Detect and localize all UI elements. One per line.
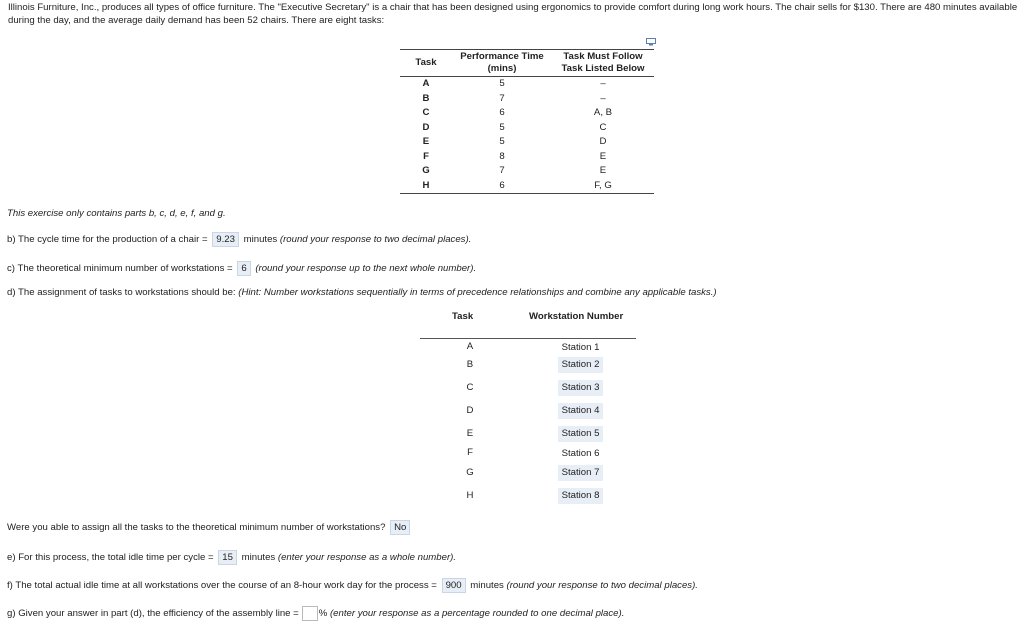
problem-intro: Illinois Furniture, Inc., produces all types of office furniture. The "Executive Secretary" is a chair that has been designed using ergonomics to provide comfort during long work hours. The chair sells for $130. There are 480 minutes available during the day, and the average daily demand has been 52 chairs. There are eight tasks: (8, 2, 1018, 26)
header-task: Task (415, 57, 437, 68)
assign-task-cell: F (467, 447, 473, 458)
assign-task-cell: B (466, 359, 474, 370)
table-row (400, 135, 654, 150)
min-workstations-question (7, 520, 412, 535)
task-table (400, 49, 654, 194)
part-d (7, 286, 717, 300)
min-question-prompt: Were you able to assign all the tasks to the theoretical minimum number of workstations? (7, 522, 386, 533)
part-e (7, 550, 456, 565)
part-f-hint: (round your response to two decimal places). (506, 580, 698, 591)
pred-cell: C (599, 121, 607, 133)
part-b-prompt: b) The cycle time for the production of a chair = (7, 234, 208, 245)
part-e-unit: minutes (241, 552, 276, 563)
time-cell: 6 (499, 107, 505, 119)
exercise-note: This exercise only contains parts b, c, d, e, f, and g. (7, 208, 226, 219)
part-g-unit: % (318, 608, 328, 620)
part-g (7, 606, 624, 621)
part-b-unit: minutes (243, 234, 278, 245)
part-g-hint: (enter your response as a percentage rounded to one decimal place). (329, 608, 625, 620)
part-f (7, 578, 698, 593)
task-cell: G (422, 165, 430, 177)
header-performance-time: Performance Time (mins) (460, 51, 544, 74)
pred-cell: E (599, 165, 607, 177)
pred-cell: F, G (594, 179, 612, 191)
table-row (400, 121, 654, 136)
part-b-hint: (round your response to two decimal places). (279, 234, 472, 245)
part-e-hint: (enter your response as a whole number). (277, 552, 457, 563)
task-cell: E (422, 136, 430, 148)
part-c-prompt: c) The theoretical minimum number of workstations = (7, 263, 233, 274)
pred-cell: – (600, 92, 606, 104)
assign-task-cell: A (466, 341, 474, 352)
assign-task-cell: E (466, 428, 474, 439)
assign-task-cell: C (466, 382, 474, 393)
part-e-answer[interactable]: 15 (218, 550, 237, 565)
part-c-answer[interactable]: 6 (237, 261, 250, 276)
assign-station-answer[interactable]: Station 3 (558, 380, 603, 396)
efficiency-input[interactable] (302, 606, 318, 621)
part-g-prompt: g) Given your answer in part (d), the efficiency of the assembly line = (7, 608, 299, 620)
table-row (400, 77, 654, 92)
expand-table-icon[interactable] (646, 38, 656, 46)
header-predecessor: Task Must Follow Task Listed Below (561, 51, 645, 74)
task-cell: A (422, 78, 430, 90)
part-f-prompt: f) The total actual idle time at all workstations over the course of an 8-hour work day for the process = (7, 580, 437, 591)
part-b-answer[interactable]: 9.23 (212, 232, 239, 247)
part-c (7, 261, 476, 276)
assignment-header-task: Task (452, 311, 474, 322)
assign-station-answer[interactable]: Station 8 (558, 488, 603, 504)
task-cell: D (422, 121, 430, 133)
pred-cell: D (599, 136, 607, 148)
time-cell: 6 (499, 179, 505, 191)
part-c-hint: (round your response up to the next whole number). (255, 263, 477, 274)
table-row (400, 164, 654, 179)
assignment-header-rule (420, 338, 636, 339)
assign-task-cell: H (466, 490, 474, 501)
task-cell: B (422, 92, 430, 104)
task-cell: F (423, 150, 429, 162)
pred-cell: – (600, 78, 606, 90)
part-e-prompt: e) For this process, the total idle time per cycle = (7, 552, 214, 563)
assign-task-cell: D (466, 405, 474, 416)
assign-station-answer[interactable]: Station 4 (558, 403, 603, 419)
task-cell: H (422, 179, 430, 191)
time-cell: 5 (499, 121, 505, 133)
assign-station-answer[interactable]: Station 7 (558, 465, 603, 481)
assign-station-answer[interactable]: Station 5 (558, 426, 603, 442)
assign-task-cell: G (466, 467, 474, 478)
assign-station-cell: Station 6 (561, 448, 600, 459)
time-cell: 5 (499, 136, 505, 148)
part-f-unit: minutes (470, 580, 504, 591)
assign-station-cell: Station 1 (561, 342, 600, 353)
assign-station-answer[interactable]: Station 2 (558, 357, 603, 373)
pred-cell: E (599, 150, 607, 162)
assignment-header-station: Workstation Number (529, 311, 624, 322)
min-question-answer[interactable]: No (390, 520, 410, 535)
table-row (400, 106, 654, 121)
part-d-prompt: d) The assignment of tasks to workstations should be: (7, 287, 236, 298)
time-cell: 8 (499, 150, 505, 162)
part-f-answer[interactable]: 900 (442, 578, 466, 593)
pred-cell: A, B (593, 107, 613, 119)
part-d-hint: (Hint: Number workstations sequentially in terms of precedence relationships and combine any applicable tasks.) (238, 287, 717, 298)
part-b (7, 232, 471, 247)
table-row (400, 150, 654, 165)
time-cell: 7 (499, 92, 505, 104)
table-row (400, 92, 654, 107)
time-cell: 7 (499, 165, 505, 177)
time-cell: 5 (499, 78, 505, 90)
task-cell: C (422, 107, 430, 119)
table-row (400, 179, 654, 194)
